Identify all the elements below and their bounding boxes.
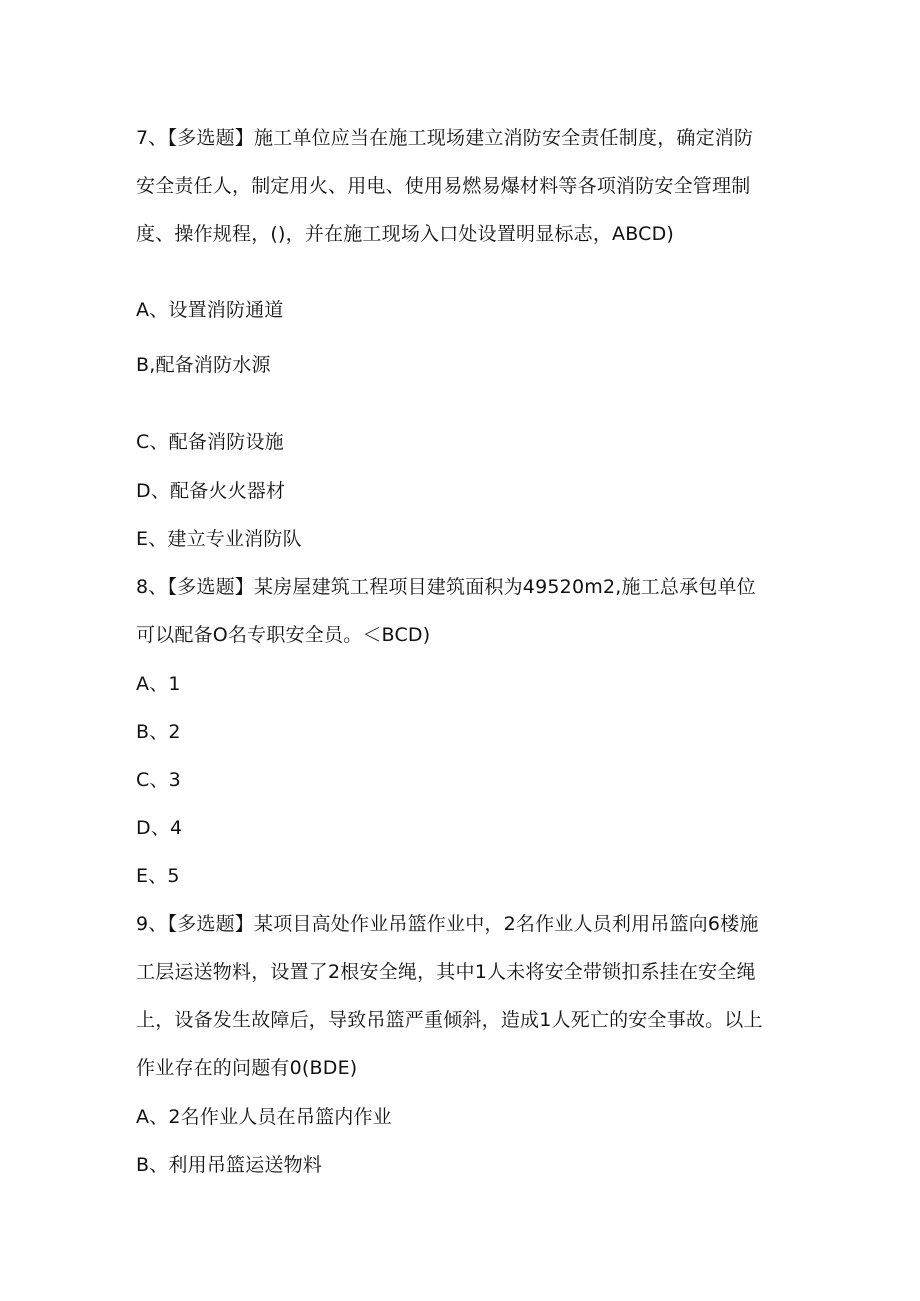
q7-option-d: D、配备火火器材 [136,480,286,502]
q7-option-c: C、配备消防设施 [136,431,284,453]
q9-option-a: A、2名作业人员在吊篮内作业 [136,1106,392,1128]
q9-text-line-4: 作业存在的问题有0(BDE) [136,1057,358,1079]
q9-option-b: B、利用吊篮运送物料 [136,1154,323,1176]
q9-text-line-2: 工层运送物料，设置了2根安全绳，其中1人未将安全带锁扣系挂在安全绳 [136,961,756,983]
q8-option-b: B、2 [136,721,181,743]
q7-option-e: E、建立专业消防队 [136,528,302,550]
q8-option-e: E、5 [136,865,180,887]
q8-text-line-1: 8、【多选题】某房屋建筑工程项目建筑面积为49520m2,施工总承包单位 [136,576,756,598]
q7-option-a: A、设置消防通道 [136,299,284,321]
q7-text-line-1: 7、【多选题】施工单位应当在施工现场建立消防安全责任制度，确定消防 [136,127,754,149]
q7-text-line-2: 安全责任人，制定用火、用电、使用易燃易爆材料等各项消防安全管理制 [136,175,751,197]
q7-text-line-3: 度、操作规程，()，并在施工现场入口处设置明显标志，ABCD) [136,223,675,245]
q8-option-c: C、3 [136,769,181,791]
q8-option-d: D、4 [136,817,183,839]
q7-option-b: B,配备消防水源 [136,354,271,376]
q8-text-line-2: 可以配备O名专职安全员。＜BCD) [136,624,431,646]
q8-option-a: A、1 [136,673,181,695]
q9-text-line-1: 9、【多选题】某项目高处作业吊篮作业中，2名作业人员利用吊篮向6楼施 [136,913,759,935]
q9-text-line-3: 上，设备发生故障后，导致吊篮严重倾斜，造成1人死亡的安全事故。以上 [136,1009,763,1031]
